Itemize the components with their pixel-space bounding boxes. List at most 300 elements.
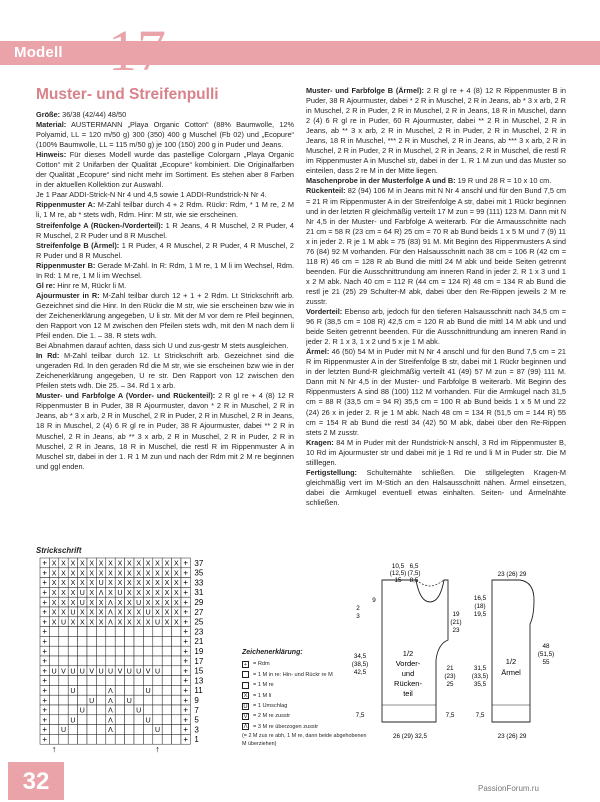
chart-cell xyxy=(115,656,124,666)
chart-symbol: X xyxy=(126,599,132,607)
chart-cell xyxy=(78,695,87,705)
chart-cell xyxy=(172,705,181,715)
chart-cell xyxy=(59,627,68,637)
chart-cell xyxy=(153,734,162,744)
chart-symbol: U xyxy=(107,668,114,676)
chart-cell xyxy=(115,676,124,686)
chart-symbol: X xyxy=(164,599,170,607)
chart-cell xyxy=(162,734,171,744)
chart-symbol: Λ xyxy=(108,727,113,735)
chart-cell xyxy=(143,695,152,705)
body-label-1: 1/2 xyxy=(402,649,414,658)
chart-symbol: + xyxy=(42,627,48,637)
legend-symbol: Λ xyxy=(243,724,248,731)
page-number: 32 xyxy=(8,762,64,800)
chart-symbol: + xyxy=(42,637,48,647)
dim-sleeve-total-2: (51,5) xyxy=(537,651,555,658)
chart-symbol: X xyxy=(145,580,151,588)
chart-cell xyxy=(59,705,68,715)
chart-symbol: X xyxy=(61,580,66,588)
paragraph-material: Material: AUSTERMANN „Playa Organic Cotton“ (88% Baumwolle, 12% Polyamid, LL = 120 m/50 g) 300 (350) 400 g Muschel (Fb 02) und „Ecopure“ (100% Baumwolle, LL = 115 m/50 g) je 100 (150) 200 g in Puder und Jeans. xyxy=(36,120,294,150)
chart-cell xyxy=(115,734,124,744)
chart-symbol: X xyxy=(70,570,76,578)
chart-symbol: X xyxy=(61,560,66,568)
dim-sleeve-bund: 7,5 xyxy=(475,712,485,719)
chart-symbol: X xyxy=(70,599,76,607)
chart-symbol: U xyxy=(145,717,151,725)
chart-symbol: X xyxy=(98,570,104,578)
chart-row-number: 23 xyxy=(194,627,204,637)
chart-symbol: U xyxy=(70,688,76,696)
paragraph-rueckenteil: Rückenteil: 82 (94) 106 M in Jeans mit N Nr 4 anschl und für den Bund 7,5 cm = 21 R im Rippenmuster A in der Streifenfolge A str, dabei mit 1 Rückr beginnen und in der letzten R gleichmäßig verteilt 17 M zun = 99 (111) 123 M. Dann mit N Nr 4,5 in der Muster- und Farbfolge A weiterarb. Für die Armausschnitte nach 21 cm = 58 R (23 cm = 64 R) 25 cm = 70 R ab Bund beids 1 x 5 M und 7 (9) 11 x in jeder 2. R je 1 M abk = 75 (83) 91 M. Mit Beginn des Rippenmusters A sind 76 (84) 92 M vorhanden. Für den Halsausschnitt nach 38 cm = 106 R (42 cm = 118 R) 46 cm = 128 R ab Bund die mittl 24 M abk und beide Seiten getrennt beenden. Für die Ausschnittrundung am inneren Rand in jeder 2. R 1 x 3 und 1 x 2 M abk. Nach 40 cm = 112 R (44 cm = 124 R) 48 cm = 134 R ab Bund die restl je 21 (25) 29 Schulter-M abk, dabei über den Re-Rippen jeweils 2 M re zusstr. xyxy=(306,186,566,306)
chart-symbol: X xyxy=(173,609,179,617)
chart-cell xyxy=(106,734,115,744)
chart-symbol: X xyxy=(136,590,142,598)
chart-cell xyxy=(78,646,87,656)
chart-symbol: + xyxy=(42,568,48,578)
chart-symbol: X xyxy=(126,609,132,617)
legend-text: = 3 M re überzogen zusstr xyxy=(253,723,319,730)
chart-cell xyxy=(172,646,181,656)
chart-symbol: + xyxy=(183,588,189,598)
chart-cell xyxy=(153,695,162,705)
chart-cell xyxy=(153,705,162,715)
chart-cell xyxy=(125,636,134,646)
chart-cell xyxy=(143,636,152,646)
chart-cell xyxy=(125,725,134,735)
legend-text: = Rdm xyxy=(253,661,270,668)
chart-cell xyxy=(143,676,152,686)
chart-symbol: X xyxy=(117,609,123,617)
chart-symbol: U xyxy=(79,590,85,598)
dim-sleeve-cap-3: 19,5 xyxy=(473,611,487,618)
chart-symbol: U xyxy=(79,668,85,676)
chart-symbol: X xyxy=(173,599,179,607)
chart-symbol: X xyxy=(155,599,160,607)
legend-item xyxy=(242,711,372,721)
paragraph-vorderteil: Vorderteil: Ebenso arb, jedoch für den tieferen Halsausschnitt nach 34,5 cm = 96 R (38,5 cm = 108 R) 42,5 cm = 120 R ab Bund die mittl 14 M abk und und beide Seiten getrennt beenden. Für die Ausschnittrundung am inneren Rand in jeder 2. R 1 x 3, 1 x 2 und 5 x je 1 M abk. xyxy=(306,307,566,347)
sleeve-label-2: Ärmel xyxy=(501,668,521,677)
chart-cell xyxy=(68,646,77,656)
paragraph-gl-re: Gl re: Hinr re M, Rückr li M. xyxy=(36,280,127,290)
chart-cell xyxy=(87,636,96,646)
chart-symbol: X xyxy=(126,590,132,598)
chart-cell xyxy=(68,725,77,735)
chart-symbol: V xyxy=(89,668,95,676)
chart-symbol: X xyxy=(98,560,104,568)
chart-cell xyxy=(49,656,58,666)
legend-symbol: X xyxy=(243,693,248,700)
chart-cell xyxy=(172,676,181,686)
chart-cell xyxy=(143,725,152,735)
chart-cell xyxy=(162,636,171,646)
dim-armhole-3: 23 xyxy=(452,627,460,634)
chart-symbol: + xyxy=(183,637,189,647)
chart-symbol: + xyxy=(42,695,48,705)
chart-symbol: + xyxy=(183,666,189,676)
chart-symbol: V xyxy=(117,668,123,676)
chart-row-number: 35 xyxy=(194,568,204,578)
chart-cell xyxy=(68,636,77,646)
chart-symbol: X xyxy=(126,619,132,627)
chart-symbol: X xyxy=(126,560,132,568)
dim-neck-side-1: 2 xyxy=(356,605,360,612)
body-outline xyxy=(382,580,448,722)
paragraph-streifen-a: Streifenfolge A (Rücken-/Vorderteil): 1 R Jeans, 4 R Muschel, 2 R Puder, 4 R Muschel, 2 R Puder und 8 R Muschel. xyxy=(36,220,295,240)
chart-symbol: X xyxy=(51,560,57,568)
chart-cell xyxy=(162,685,171,695)
chart-symbol: X xyxy=(61,570,66,578)
chart-cell xyxy=(153,676,162,686)
chart-symbol: X xyxy=(89,560,95,568)
chart-repeat-arrow: ↑ xyxy=(51,744,57,755)
chart-repeat-arrow: ↑ xyxy=(155,744,160,755)
chart-cell xyxy=(78,627,87,637)
chart-cell xyxy=(49,705,58,715)
chart-symbol: Λ xyxy=(108,707,113,715)
chart-cell xyxy=(87,725,96,735)
dim-side-2: (23) xyxy=(444,673,456,680)
legend-title: Zeichenerklärung: xyxy=(242,649,303,656)
chart-cell xyxy=(134,676,143,686)
chart-cell xyxy=(96,685,105,695)
chart-symbol: U xyxy=(98,580,104,588)
chart-symbol: U xyxy=(89,697,95,705)
legend-text: = 1 M re xyxy=(253,682,274,689)
chart-cell xyxy=(143,734,152,744)
schematics-svg xyxy=(351,563,564,750)
chart-symbol: X xyxy=(126,580,132,588)
chart-symbol: X xyxy=(108,590,113,598)
right-column xyxy=(306,86,566,508)
chart-cell xyxy=(115,685,124,695)
chart-symbol: Λ xyxy=(108,697,113,705)
chart-row-number: 31 xyxy=(194,588,204,598)
chart-cell xyxy=(59,636,68,646)
chart-cell xyxy=(172,734,181,744)
chart-title: Strickschrift xyxy=(36,546,82,555)
chart-symbol: X xyxy=(98,599,104,607)
chart-symbol: + xyxy=(183,558,189,568)
chart-symbol: Λ xyxy=(108,688,113,696)
chart-cell xyxy=(96,725,105,735)
chart-symbol: U xyxy=(154,727,161,735)
chart-cell xyxy=(96,646,105,656)
dim-side-3: 25 xyxy=(446,681,454,688)
chart-symbol: + xyxy=(183,705,189,715)
chart-symbol: + xyxy=(183,597,189,607)
watermark: PassionForum.ru xyxy=(478,784,539,793)
chart-cell xyxy=(49,636,58,646)
body-label-3: und xyxy=(401,669,415,678)
chart-symbol: X xyxy=(164,609,170,617)
chart-symbol: + xyxy=(183,725,189,735)
chart-row-number: 27 xyxy=(194,607,204,617)
chart-symbol: X xyxy=(89,590,95,598)
chart-symbol: X xyxy=(79,609,85,617)
chart-symbol: X xyxy=(79,570,85,578)
chart-cell xyxy=(96,676,105,686)
chart-symbol: + xyxy=(183,617,189,627)
chart-symbol: + xyxy=(42,597,48,607)
chart-cell xyxy=(125,676,134,686)
chart-symbol: X xyxy=(51,580,57,588)
chart-cell xyxy=(87,705,96,715)
chart-symbol: X xyxy=(173,580,179,588)
chart-symbol: X xyxy=(89,609,95,617)
dim-bund-left: 7,5 xyxy=(355,712,365,719)
chart-cell xyxy=(162,725,171,735)
legend-symbol xyxy=(242,682,249,689)
chart-cell xyxy=(49,715,58,725)
dim-body-width: 26 (29) 32,5 xyxy=(393,733,427,740)
chart-cell xyxy=(134,715,143,725)
chart-symbol: V xyxy=(61,668,66,676)
paragraph-in-rd: In Rd: M-Zahl teilbar durch 12. Lt Strickschrift arb. Gezeichnet sind die ungeraden Rd. In den geraden Rd die M str, wie sie erscheinen bzw wie in der Zeichenerklärung angegeben, U re str. Den Rapport von 12 zwischen den Pfeilen stets wdh. Die 25. – 34. Rd 1 x arb. xyxy=(36,351,294,391)
chart-symbol: + xyxy=(183,568,189,578)
chart-symbol: X xyxy=(108,570,113,578)
chart-cell xyxy=(162,656,171,666)
chart-cell xyxy=(68,627,77,637)
chart-cell xyxy=(172,627,181,637)
chart-cell xyxy=(153,627,162,637)
chart-symbol: X xyxy=(51,599,57,607)
dim-sleeve-total-3: 55 xyxy=(542,659,550,666)
dim-top-left-2: (12,5) xyxy=(389,570,407,577)
chart-symbol: U xyxy=(145,609,151,617)
chart-cell xyxy=(59,734,68,744)
chart-cell xyxy=(96,656,105,666)
chart-cell xyxy=(87,676,96,686)
chart-cell xyxy=(96,636,105,646)
chart-cell xyxy=(125,715,134,725)
chart-cell xyxy=(162,705,171,715)
chart-cell xyxy=(125,656,134,666)
chart-cell xyxy=(106,676,115,686)
sleeve-label-1: 1/2 xyxy=(505,657,517,666)
chart-symbol: U xyxy=(98,668,104,676)
chart-symbol: X xyxy=(164,619,170,627)
chart-row-number: 17 xyxy=(194,656,204,666)
chart-cell xyxy=(115,627,124,637)
chart-symbol: X xyxy=(70,580,76,588)
chart-cell xyxy=(153,656,162,666)
chart-symbol: U xyxy=(136,599,142,607)
chart-cell xyxy=(162,646,171,656)
dim-top-left-3: 15 xyxy=(394,577,402,584)
chart-cell xyxy=(134,695,143,705)
chart-cell xyxy=(106,656,115,666)
chart-cell xyxy=(96,695,105,705)
left-column xyxy=(36,110,294,472)
chart-cell xyxy=(172,636,181,646)
paragraph-kragen: Kragen: 84 M in Puder mit der Rundstrick-N anschl, 3 Rd im Rippenmuster B, 10 Rd im Ajourmuster str und dabei mit je 1 Rd re und li M in Puder str. Die M stilllegen. xyxy=(306,437,566,467)
chart-cell xyxy=(134,646,143,656)
chart-symbol: X xyxy=(70,560,76,568)
chart-cell xyxy=(96,705,105,715)
chart-symbol: X xyxy=(145,570,151,578)
chart-cell xyxy=(115,636,124,646)
chart-cell xyxy=(143,627,152,637)
chart-symbol: X xyxy=(155,590,160,598)
chart-cell xyxy=(115,646,124,656)
chart-cell xyxy=(78,656,87,666)
knitting-chart xyxy=(36,556,236,753)
chart-symbol: X xyxy=(108,580,113,588)
chart-symbol: + xyxy=(183,695,189,705)
chart-symbol: + xyxy=(42,578,48,588)
chart-cell xyxy=(106,627,115,637)
chart-cell xyxy=(106,646,115,656)
paragraph-abnahmen: Bei Abnahmen darauf achten, dass sich U und zus-gestr M stets ausgleichen. xyxy=(36,341,289,351)
chart-cell xyxy=(87,715,96,725)
knitting-chart-svg xyxy=(36,556,236,755)
chart-symbol: X xyxy=(117,599,123,607)
chart-symbol: Λ xyxy=(108,619,113,627)
chart-symbol: U xyxy=(126,697,132,705)
chart-symbol: X xyxy=(155,560,160,568)
dim-top-right-2: (7,5) xyxy=(407,570,421,577)
dim-sleeve-len-2: (33,5) xyxy=(471,673,489,680)
chart-symbol: U xyxy=(154,668,161,676)
chart-cell xyxy=(78,725,87,735)
chart-cell xyxy=(115,705,124,715)
chart-symbol: Λ xyxy=(98,590,104,598)
chart-cell xyxy=(59,695,68,705)
chart-cell xyxy=(172,715,181,725)
chart-row-number: 7 xyxy=(194,705,199,715)
chart-symbol: Λ xyxy=(108,599,113,607)
chart-cell xyxy=(172,685,181,695)
dim-neck-side-2: 3 xyxy=(356,613,360,620)
chart-symbol: X xyxy=(136,609,142,617)
chart-symbol: U xyxy=(79,707,85,715)
chart-symbol: + xyxy=(42,715,48,725)
chart-cell xyxy=(49,627,58,637)
chart-symbol: X xyxy=(145,599,151,607)
chart-cell xyxy=(172,666,181,676)
chart-symbol: + xyxy=(42,646,48,656)
legend-symbol: + xyxy=(243,662,248,669)
chart-symbol: X xyxy=(164,570,170,578)
dim-len-1: 34,5 xyxy=(353,653,367,660)
chart-symbol: X xyxy=(61,609,66,617)
paragraph-streifen-b: Streifenfolge B (Ärmel): 1 R Puder, 4 R Muschel, 2 R Puder, 4 R Muschel, 2 R Puder und 8 R Muschel. xyxy=(36,240,294,260)
chart-symbol: X xyxy=(164,580,170,588)
sleeve-outline xyxy=(492,580,534,722)
chart-cell xyxy=(87,656,96,666)
chart-symbol: X xyxy=(89,599,95,607)
chart-cell xyxy=(125,734,134,744)
chart-symbol: X xyxy=(79,560,85,568)
chart-cell xyxy=(153,636,162,646)
chart-symbol: X xyxy=(98,609,104,617)
chart-cell xyxy=(87,734,96,744)
legend-text: = 1 Umschlag xyxy=(253,702,288,709)
chart-cell xyxy=(78,636,87,646)
dim-len-3: 42,5 xyxy=(353,669,367,676)
chart-symbol: U xyxy=(136,668,142,676)
paragraph-rippen-b: Rippenmuster B: Gerade M-Zahl. In R: Rdm, 1 M re, 1 M li im Wechsel, Rdm. In Rd: 1 M re, 1 M li im Wechsel. xyxy=(36,260,295,280)
chart-symbol: X xyxy=(145,619,151,627)
dim-top-right-1: 6,5 xyxy=(409,563,419,570)
modell-label: Modell xyxy=(14,44,63,61)
chart-symbol: U xyxy=(70,609,76,617)
chart-row-number: 19 xyxy=(194,647,204,657)
legend-item xyxy=(242,701,372,711)
dim-sleeve-cap-1: 16,5 xyxy=(473,595,487,602)
chart-symbol: X xyxy=(89,570,95,578)
chart-cell xyxy=(134,656,143,666)
chart-symbol: + xyxy=(42,617,48,627)
chart-symbol: X xyxy=(98,619,104,627)
dim-bund-right: 7,5 xyxy=(445,712,455,719)
paragraph-ajour: Ajourmuster in R: M-Zahl teilbar durch 12 + 1 + 2 Rdm. Lt Strickschrift arb. Gezeichnet sind die Hinr. In den Rückr die M str, wie sie erscheinen bzw wie in der Zeichenerklärung angegeben, U li str. Mit der M vor dem re Pfeil beginnen, den Rapport von 12 M zwischen den Pfeilen stets wdh, mit den M nach dem li Pfeil enden. Die 1. – 38. R stets wdh. xyxy=(36,290,294,341)
body-label-5: teil xyxy=(403,689,413,698)
chart-cell xyxy=(59,676,68,686)
chart-cell xyxy=(96,734,105,744)
paragraph-maschenprobe: Maschenprobe in der Musterfolge A und B: 19 R und 28 R = 10 x 10 cm. xyxy=(306,176,552,186)
chart-symbol: + xyxy=(42,676,48,686)
paragraph-rippen-a: Rippenmuster A: M-Zahl teilbar durch 4 + 2 Rdm. Rückr: Rdm, * 1 M re, 2 M li, 1 M re, ab * stets wdh, Rdm. Hinr: M str, wie sie erscheinen. xyxy=(36,200,294,220)
chart-symbol: X xyxy=(117,570,123,578)
chart-row-number: 5 xyxy=(194,715,199,725)
chart-cell xyxy=(143,705,152,715)
dim-neck-left: 9 xyxy=(372,597,376,604)
chart-symbol: U xyxy=(70,668,76,676)
chart-symbol: + xyxy=(183,715,189,725)
chart-cell xyxy=(134,734,143,744)
chart-symbol: U xyxy=(79,599,85,607)
chart-cell xyxy=(78,715,87,725)
chart-symbol: X xyxy=(136,619,142,627)
chart-cell xyxy=(68,676,77,686)
chart-cell xyxy=(162,676,171,686)
chart-symbol: + xyxy=(42,588,48,598)
chart-cell xyxy=(87,685,96,695)
chart-cell xyxy=(96,715,105,725)
chart-cell xyxy=(125,705,134,715)
paragraph-aermel: Ärmel: 46 (50) 54 M in Puder mit N Nr 4 anschl und für den Bund 7,5 cm = 21 R im Rippenmuster A in der Streifenfolge B str, dabei mit 1 Rückr beginnen und in der letzten Bund-R gleichmäßig verteilt 41 (49) 57 M zun = 87 (99) 111 M. Dann mit N Nr 4,5 in der Muster- und Farbfolge B weiterarb. Mit Beginn des Rippenmusters A sind 88 (100) 112 M vorhanden. Für die Armkugel nach 31,5 cm = 88 R (33,5 cm = 94 R) 35,5 cm = 100 R ab Bund beids 1 x 5 M und 22 (24) 26 x in jeder 2. R je 1 M abk. Nach 48 cm = 134 R (51,5 cm = 144 R) 55 cm = 154 R ab Bund die restl 34 (42) 50 M abk, dabei über den Re-Rippen stets 2 M zusstr. xyxy=(306,347,566,437)
chart-symbol: X xyxy=(164,590,170,598)
chart-cell xyxy=(125,627,134,637)
chart-symbol: X xyxy=(79,580,85,588)
legend-items xyxy=(242,659,372,732)
dim-sleeve-len-3: 35,5 xyxy=(473,681,487,688)
chart-cell xyxy=(49,695,58,705)
chart-symbol: U xyxy=(70,717,76,725)
chart-cell xyxy=(59,656,68,666)
dim-armhole-2: (21) xyxy=(450,619,462,626)
chart-cell xyxy=(162,695,171,705)
chart-symbol: U xyxy=(117,590,123,598)
paragraph-fertigstellung: Fertigstellung: Schulternähte schließen. Die stillgelegten Kragen-M gleichmäßig vert im M-Stich an den Halsausschnitt nähen. Ärmel einsetzen, dabei die Armkugel eventuell etwas einhalten. Seiten- und Ärmelnähte schließen. xyxy=(306,467,566,507)
paragraph-hinweis: Hinweis: Für dieses Modell wurde das pastellige Colorgarn „Playa Organic Cotton“ mit 2 Unifarben der Qualität „Ecopure“ kombiniert. Die Originalfarben der Qualität „Ecopure“ sind nicht mehr im Sortiment. Es stehen aber 8 Farben in der aktuellen Kollektion zur Auswahl. xyxy=(36,150,294,190)
chart-cell xyxy=(78,676,87,686)
chart-cell xyxy=(172,695,181,705)
chart-cell xyxy=(59,646,68,656)
chart-symbol: X xyxy=(61,590,66,598)
chart-symbol: X xyxy=(89,619,95,627)
schematics xyxy=(351,563,564,755)
chart-cell xyxy=(49,685,58,695)
chart-row-number: 33 xyxy=(194,578,204,588)
chart-symbol: + xyxy=(183,578,189,588)
dim-armhole-1: 19 xyxy=(452,611,460,618)
body-label-4: Rücken- xyxy=(394,679,422,688)
chart-row-number: 3 xyxy=(194,725,199,735)
chart-symbol: Λ xyxy=(108,609,113,617)
